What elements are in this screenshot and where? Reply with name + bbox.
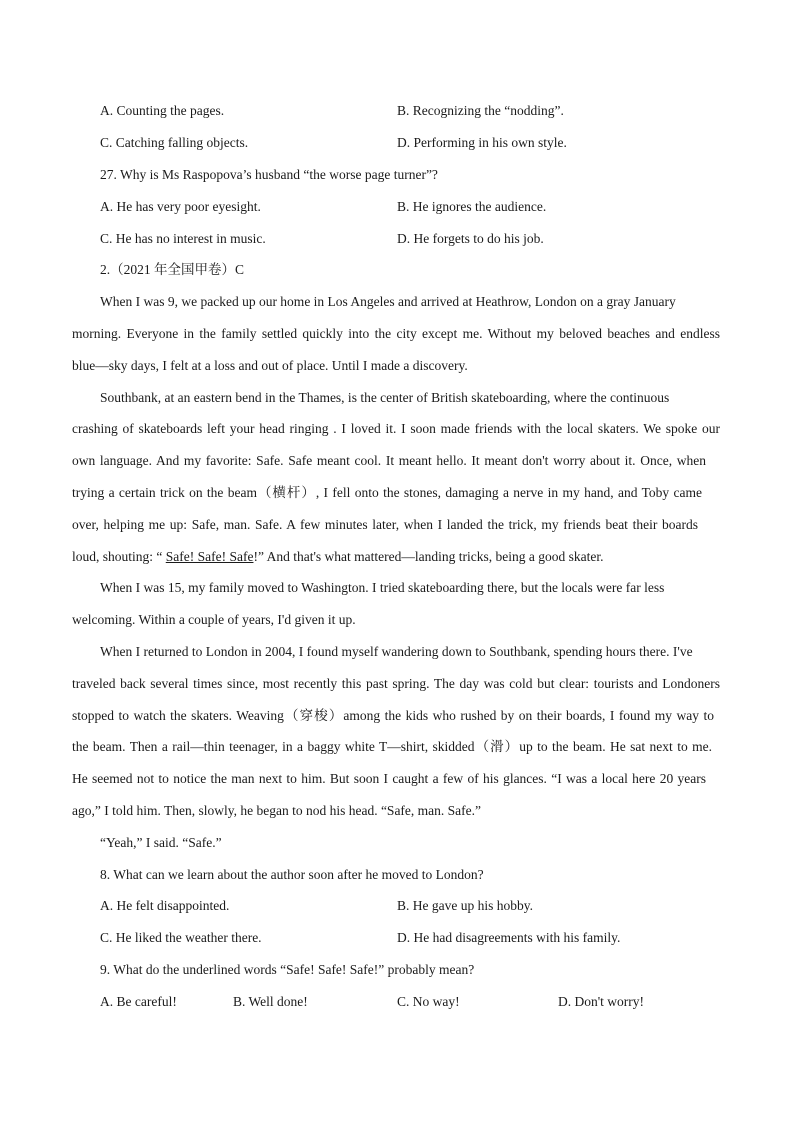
q26-option-d: D. Performing in his own style.	[397, 135, 567, 150]
passage-line: When I was 9, we packed up our home in Los Angeles and arrived at Heathrow, London on a gray January	[100, 294, 676, 309]
q27-option-d: D. He forgets to do his job.	[397, 231, 544, 246]
passage-line: the beam. Then a rail—thin teenager, in a baggy white T—shirt, skidded（滑）up to the beam. He sat next to me.	[72, 739, 712, 754]
q8-option-b: B. He gave up his hobby.	[397, 898, 533, 913]
q8-option-d: D. He had disagreements with his family.	[397, 930, 621, 945]
passage-text: !” And that's what mattered—landing tricks, being a good skater.	[253, 549, 604, 564]
q8-option-a: A. He felt disappointed.	[100, 898, 230, 913]
passage-line: Southbank, at an eastern bend in the Thames, is the center of British skateboarding, where the continuous	[100, 390, 670, 405]
passage-line: own language. And my favorite: Safe. Safe meant cool. It meant hello. It meant don't worry about it. Once, when	[72, 453, 706, 468]
section-heading: 2.（2021 年全国甲卷）C	[100, 262, 245, 277]
q9-question: 9. What do the underlined words “Safe! Safe! Safe!” probably mean?	[100, 962, 475, 977]
q8-question: 8. What can we learn about the author soon after he moved to London?	[100, 867, 484, 882]
passage-line: “Yeah,” I said. “Safe.”	[100, 835, 222, 850]
q27-option-b: B. He ignores the audience.	[397, 199, 547, 214]
passage-line: stopped to watch the skaters. Weaving（穿梭）among the kids who rushed by on their boards, I found my way to	[72, 708, 714, 723]
passage-line: morning. Everyone in the family settled quickly into the city except me. Without my beloved beaches and endless	[72, 326, 720, 341]
q9-option-b: B. Well done!	[233, 994, 308, 1009]
passage-line: traveled back several times since, most recently this past spring. The day was cold but clear: tourists and Londoners	[72, 676, 720, 691]
q26-option-b: B. Recognizing the “nodding”.	[397, 103, 564, 118]
q26-option-c: C. Catching falling objects.	[100, 135, 249, 150]
passage-line: welcoming. Within a couple of years, I'd given it up.	[72, 612, 356, 627]
q27-option-a: A. He has very poor eyesight.	[100, 199, 261, 214]
passage-line-with-underline	[72, 549, 603, 565]
underlined-words: Safe! Safe! Safe	[165, 549, 254, 564]
passage-line: crashing of skateboards left your head ringing . I loved it. I soon made friends with the local skaters. We spoke our	[72, 421, 720, 436]
q9-option-d: D. Don't worry!	[558, 994, 645, 1009]
q9-option-a: A. Be careful!	[100, 994, 177, 1009]
q26-option-a: A. Counting the pages.	[100, 103, 225, 118]
passage-line: trying a certain trick on the beam（横杆）, I fell onto the stones, damaging a nerve in my hand, and Toby came	[72, 485, 702, 500]
passage-text: loud, shouting: “	[72, 549, 166, 564]
passage-line: blue—sky days, I felt at a loss and out of place. Until I made a discovery.	[72, 358, 468, 373]
passage-line: When I returned to London in 2004, I found myself wandering down to Southbank, spending hours there. I've	[100, 644, 693, 659]
passage-line: over, helping me up: Safe, man. Safe. A few minutes later, when I landed the trick, my friends beat their boards	[72, 517, 698, 532]
q9-option-c: C. No way!	[397, 994, 460, 1009]
passage-line: ago,” I told him. Then, slowly, he began to nod his head. “Safe, man. Safe.”	[72, 803, 482, 818]
q27-option-c: C. He has no interest in music.	[100, 231, 266, 246]
passage-line: When I was 15, my family moved to Washington. I tried skateboarding there, but the locals were far less	[100, 580, 665, 595]
q27-question: 27. Why is Ms Raspopova’s husband “the worse page turner”?	[100, 167, 438, 182]
q8-option-c: C. He liked the weather there.	[100, 930, 262, 945]
passage-line: He seemed not to notice the man next to him. But soon I caught a few of his glances. “I was a local here 20 years	[72, 771, 706, 786]
